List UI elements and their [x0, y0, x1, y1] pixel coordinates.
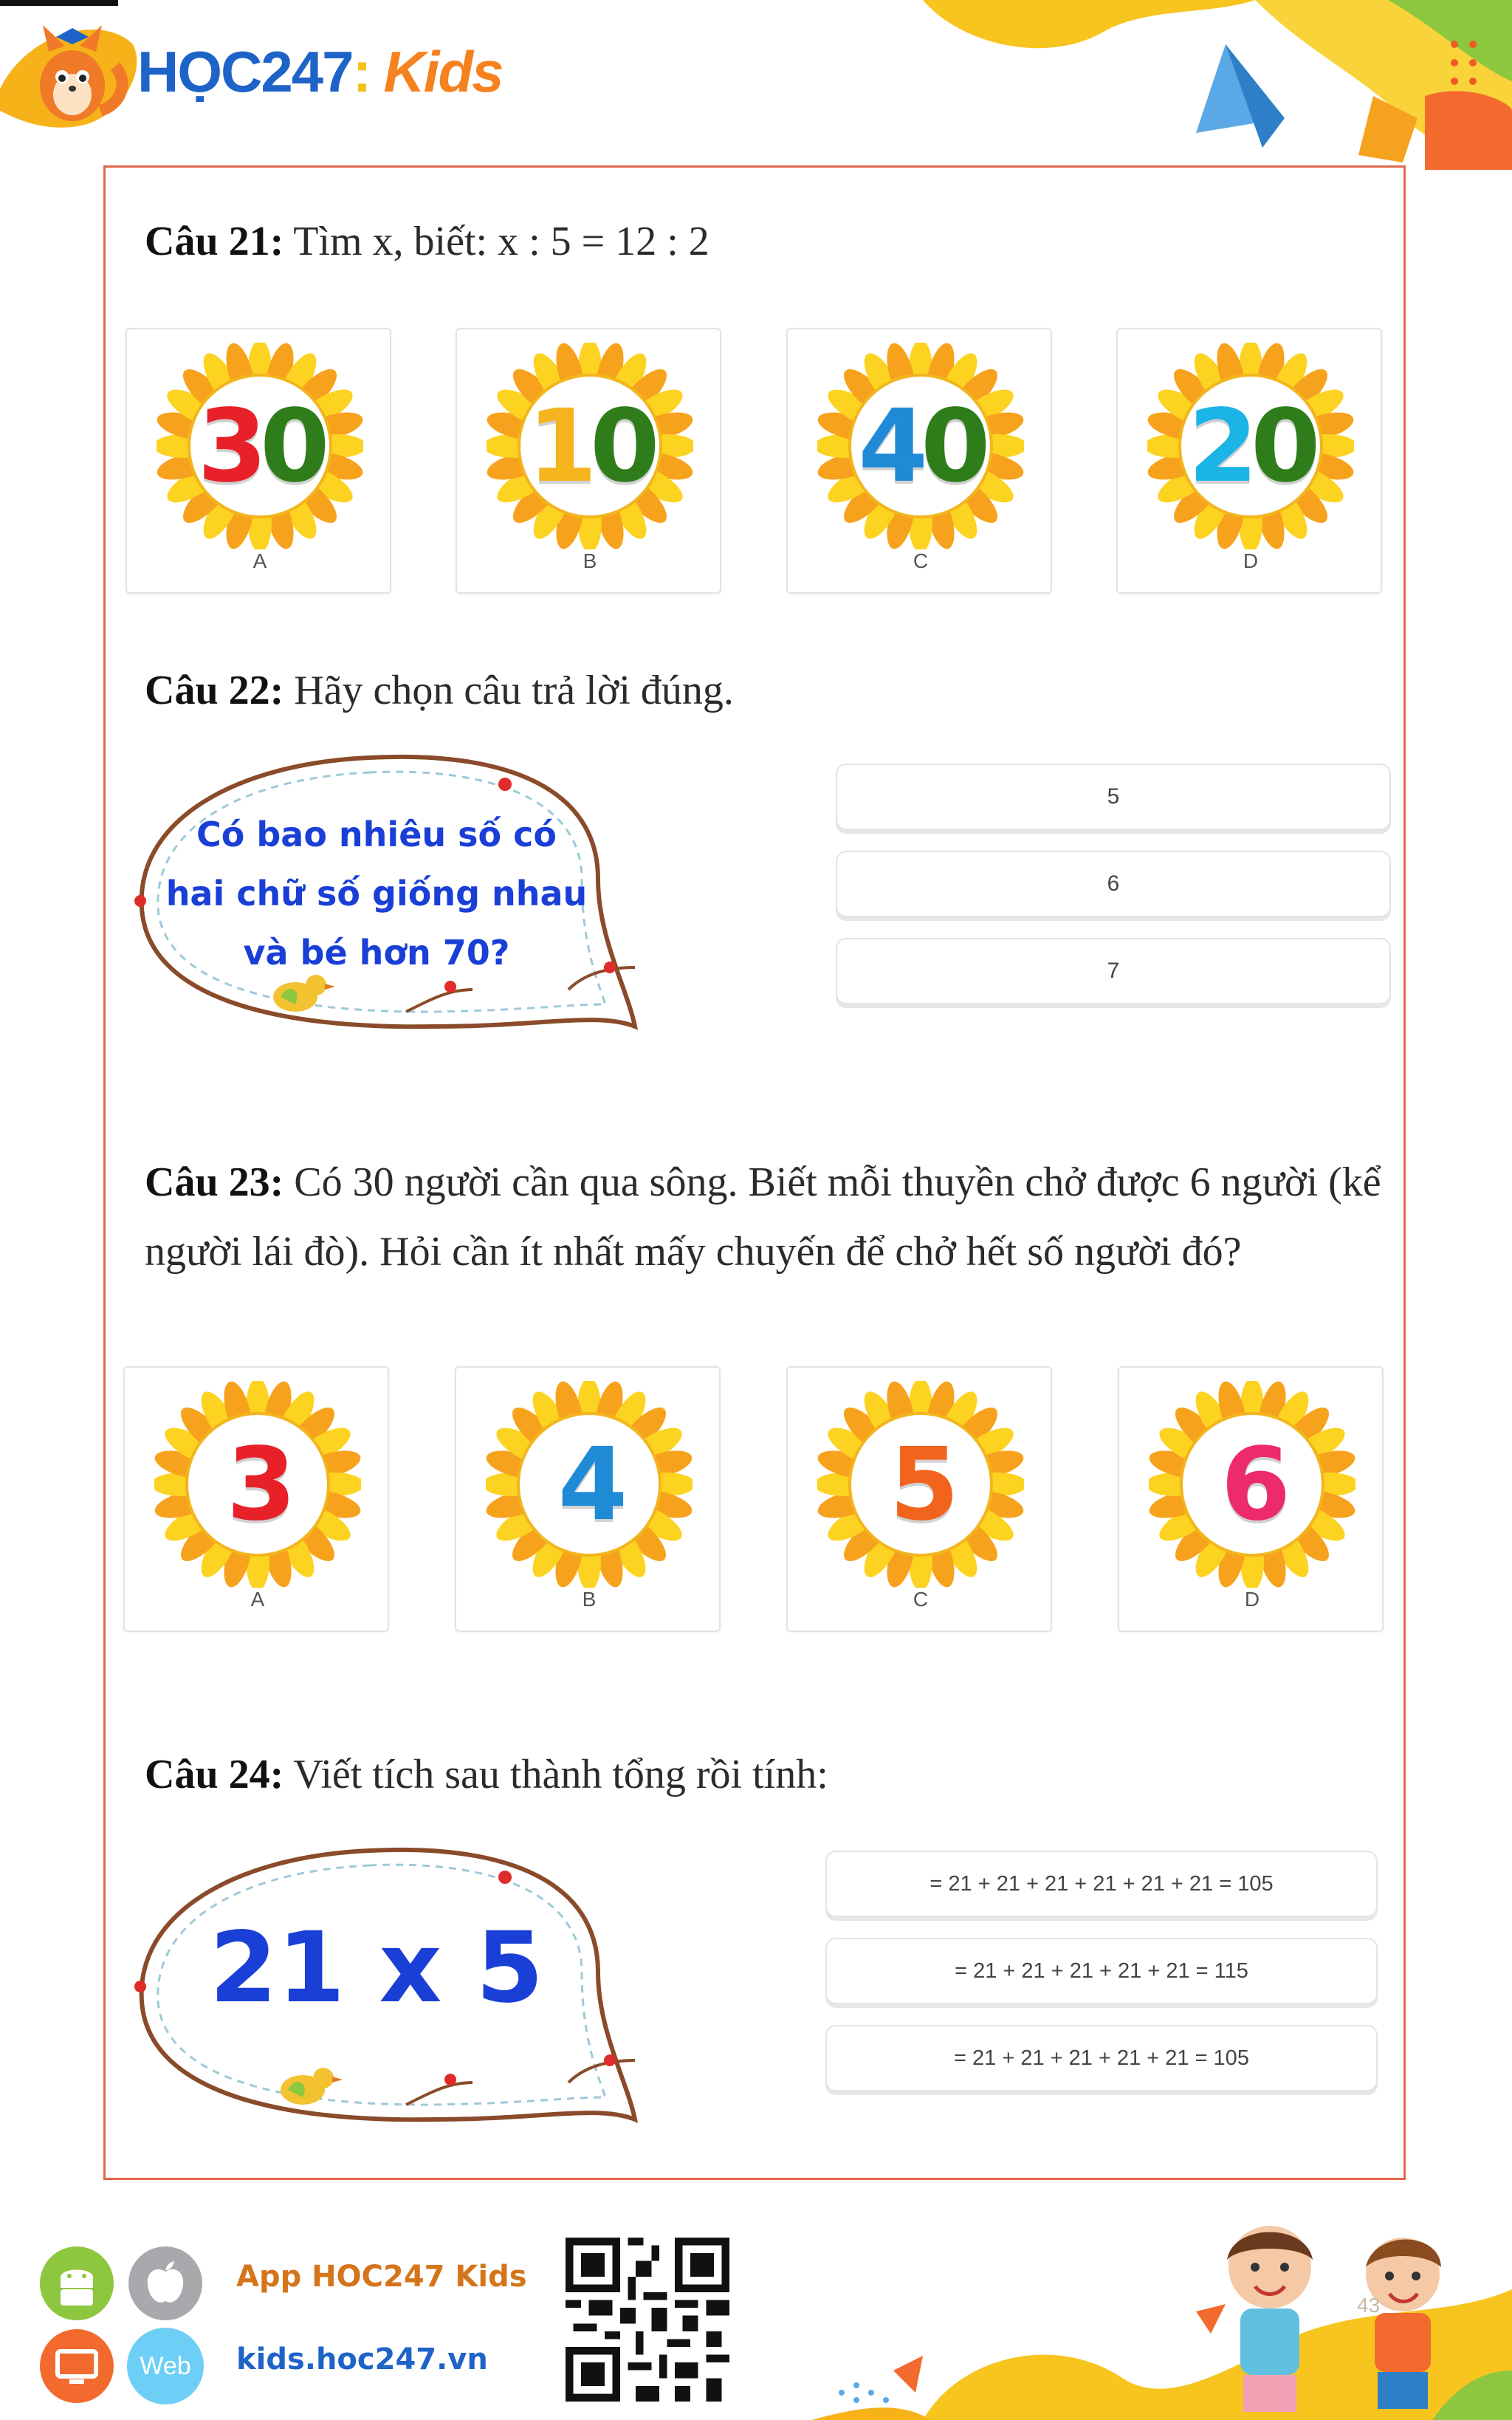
answer-number — [788, 1427, 1054, 1543]
qr-code — [566, 2238, 729, 2402]
logo-main-text: HỌC247 — [137, 39, 353, 104]
website-link[interactable]: kids.hoc247.vn — [236, 2342, 488, 2376]
question-text: Tìm x, biết: x : 5 = 12 : 2 — [293, 219, 709, 264]
answer-number — [456, 1427, 722, 1543]
answer-letter: D — [1243, 549, 1259, 572]
answer-option[interactable]: 6 — [836, 851, 1391, 917]
answer-card-d[interactable] — [1118, 1366, 1384, 1632]
question-text: Có 30 người cần qua sông. Biết mỗi thuyền chở được 6 người (kể người lái đò). Hỏi cần ít nhất mấy chuyến để chở hết số người đó? — [145, 1159, 1381, 1275]
answer-digit: 1 — [527, 388, 590, 505]
bubble-text-q22 — [148, 805, 605, 982]
answer-digit: 0 — [1251, 388, 1313, 505]
question-22-title — [145, 656, 1385, 725]
answer-option[interactable]: = 21 + 21 + 21 + 21 + 21 = 105 — [825, 2025, 1378, 2091]
bubble-line: Có bao nhiêu số có — [196, 815, 557, 854]
answer-card-c[interactable] — [786, 328, 1052, 594]
answer-number — [1118, 388, 1384, 505]
answer-letter: D — [1244, 1588, 1260, 1611]
answer-number — [127, 388, 393, 505]
question-label: Câu 22: — [145, 668, 284, 713]
question-24-title — [145, 1740, 1385, 1809]
answer-digit: 4 — [858, 388, 921, 505]
answer-digit: 3 — [197, 388, 260, 505]
answer-option[interactable]: = 21 + 21 + 21 + 21 + 21 + 21 = 105 — [825, 1851, 1378, 1917]
answer-card-b[interactable] — [455, 1366, 721, 1632]
question-label: Câu 21: — [145, 219, 284, 264]
app-label: App HOC247 Kids — [236, 2260, 527, 2294]
answer-digit: 0 — [260, 388, 323, 505]
bubble-line: hai chữ số giống nhau — [165, 874, 588, 914]
answer-digit: 5 — [889, 1427, 952, 1543]
answer-letter: C — [913, 1588, 929, 1611]
bubble-line: và bé hơn 70? — [243, 933, 510, 973]
question-label: Câu 24: — [145, 1752, 284, 1797]
answer-letter: B — [582, 1588, 597, 1611]
answer-option[interactable]: 5 — [836, 764, 1391, 830]
answer-card-b[interactable] — [456, 328, 721, 594]
answer-digit: 0 — [590, 388, 653, 505]
logo-kids-text: Kids — [383, 39, 503, 104]
answer-letter: B — [583, 549, 597, 572]
brand-logo — [137, 38, 502, 106]
web-badge-icon[interactable]: Web — [127, 2328, 204, 2404]
answer-option[interactable]: = 21 + 21 + 21 + 21 + 21 = 115 — [825, 1938, 1378, 2004]
answer-option[interactable]: 7 — [836, 938, 1391, 1004]
question-label: Câu 23: — [145, 1159, 284, 1205]
apple-app-icon[interactable] — [127, 2245, 204, 2322]
android-app-icon[interactable] — [38, 2245, 115, 2322]
answer-card-d[interactable] — [1116, 328, 1382, 594]
page-number: 43 — [1357, 2294, 1381, 2317]
fox-mascot-logo — [27, 15, 130, 133]
answer-digit: 2 — [1188, 388, 1251, 505]
logo-separator: : — [352, 39, 371, 104]
answer-letter: A — [250, 1588, 265, 1611]
answer-digit: 0 — [921, 388, 983, 505]
answer-number — [125, 1427, 391, 1543]
answer-card-a[interactable] — [123, 1366, 389, 1632]
question-23-title — [145, 1148, 1385, 1286]
answer-card-c[interactable] — [786, 1366, 1052, 1632]
answer-digit: 3 — [226, 1427, 289, 1543]
answer-number — [457, 388, 723, 505]
answer-digit: 4 — [557, 1427, 621, 1543]
answer-digit: 6 — [1220, 1427, 1284, 1543]
bubble-text-q24: 21 x 5 — [209, 1911, 544, 2025]
answer-card-a[interactable] — [126, 328, 391, 594]
footer-decoration — [812, 2186, 1512, 2420]
answer-number — [788, 388, 1054, 505]
answer-number — [1119, 1427, 1385, 1543]
desktop-icon[interactable] — [38, 2328, 115, 2404]
answer-letter: A — [252, 549, 267, 572]
question-text: Hãy chọn câu trả lời đúng. — [294, 668, 734, 713]
question-21-title — [145, 207, 1385, 276]
answer-letter: C — [913, 549, 929, 572]
question-text: Viết tích sau thành tổng rồi tính: — [293, 1752, 828, 1797]
